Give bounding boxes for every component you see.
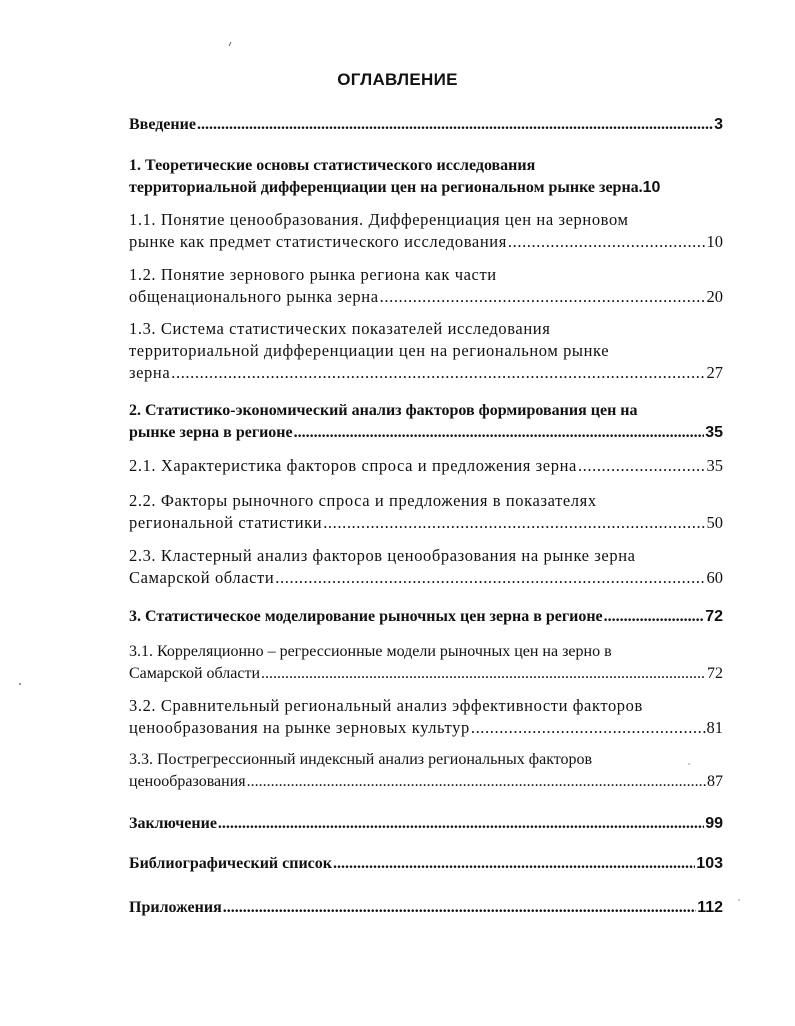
toc-entry-text: Введение: [129, 116, 196, 133]
dot-leader: [294, 422, 705, 444]
toc-entry-line: 2. Статистико-экономический анализ факторов формирования цен на: [129, 402, 638, 419]
toc-entry-line: рынке зерна в регионе: [129, 424, 293, 441]
toc-entry-line: Самарской области: [129, 568, 275, 587]
toc-entry-line: 2.3. Кластерный анализ факторов ценообразования на рынке зерна: [129, 546, 636, 565]
toc-page-number: 50: [706, 513, 723, 532]
dot-leader: [197, 114, 713, 136]
toc-entry-text: Библиографический список: [129, 855, 332, 872]
toc-page-number: 103: [696, 855, 723, 872]
toc-entry-line: 3.3. Пострегрессионный индексный анализ региональных факторов: [129, 751, 593, 768]
toc-page-number: 81: [706, 718, 723, 737]
toc-page-number: 87: [707, 773, 723, 790]
toc-entry-line: 3. Статистическое моделирование рыночных цен зерна в регионе: [129, 608, 603, 625]
toc-page-number: 72: [707, 665, 723, 682]
toc-entry-section-3-3: [129, 749, 723, 793]
toc-page-number: 35: [705, 424, 723, 441]
toc-page-number: 10: [706, 232, 723, 251]
toc-entry-section-1-3: [129, 318, 723, 384]
toc-page-number: 99: [705, 815, 723, 832]
toc-entry-line: ценообразования: [129, 773, 246, 790]
toc-entry-line: региональной статистики: [129, 513, 323, 532]
toc-entry-section-3-2: [129, 695, 723, 739]
toc-page-number: 20: [706, 287, 723, 306]
page-title: ОГЛАВЛЕНИЕ: [337, 70, 458, 89]
toc-page-number: 3: [714, 116, 723, 133]
toc-entry-introduction: [129, 114, 723, 136]
toc-entry-line: 3.2. Сравнительный региональный анализ эффективности факторов: [129, 696, 643, 715]
toc-entry-text: Приложения: [129, 899, 222, 916]
toc-entry-section-3-1: [129, 641, 723, 685]
dot-leader: [261, 663, 706, 685]
toc-entry-line: ценообразования на рынке зерновых культур: [129, 718, 470, 737]
toc-entry-line: 1.3. Система статистических показателей исследования: [129, 319, 551, 338]
toc-entry-chapter-3: [129, 606, 723, 628]
dot-leader: [223, 897, 696, 919]
toc-entry-appendix: [129, 897, 723, 919]
dot-leader: [333, 853, 695, 875]
dot-leader: [171, 362, 705, 384]
toc-page-number: 60: [706, 568, 723, 587]
toc-entry-section-2-3: [129, 545, 723, 589]
toc-entry-line: 2.2. Факторы рыночного спроса и предложения в показателях: [129, 491, 597, 510]
scan-speck: [19, 683, 21, 685]
toc-entry-line: 3.1. Корреляционно – регрессионные модели рыночных цен на зерно в: [129, 643, 612, 660]
toc-entry-line: рынке как предмет статистического исследования: [129, 232, 507, 251]
toc-entry-line: 1. Теоретические основы статистического исследования: [129, 157, 536, 174]
toc-entry-text: Заключение: [129, 815, 217, 832]
toc-entry-section-1-2: [129, 264, 723, 308]
dot-leader: [380, 286, 706, 308]
dot-leader: [247, 771, 706, 793]
toc-entry-line: 1.2. Понятие зернового рынка региона как части: [129, 265, 497, 284]
dot-leader: [471, 717, 706, 739]
toc-entry-line: территориальной дифференциации цен на региональном рынке: [129, 341, 610, 360]
toc-entry-line: территориальной дифференциации цен на региональном рынке зерна.: [129, 179, 643, 196]
scan-speck: [738, 899, 740, 901]
toc-entry-section-2-2: [129, 490, 723, 534]
toc-entry-line: зерна: [129, 363, 171, 382]
toc-page-number: 10: [642, 179, 661, 196]
dot-leader: [508, 231, 706, 253]
toc-entry-chapter-1: [129, 155, 723, 199]
toc-page-number: 35: [706, 456, 723, 475]
toc-entry-section-2-1: [129, 455, 723, 477]
dot-leader: [275, 567, 705, 589]
toc-entry-line: Самарской области: [129, 665, 260, 682]
toc-page-number: 72: [705, 608, 723, 625]
dot-leader: [578, 455, 706, 477]
toc-entry-chapter-2: [129, 400, 723, 444]
toc-entry-line: 2.1. Характеристика факторов спроса и предложения зерна: [129, 456, 577, 475]
toc-entry-line: 1.1. Понятие ценообразования. Дифференциация цен на зерновом: [129, 210, 629, 229]
dot-leader: [323, 512, 705, 534]
scan-speck: [229, 42, 231, 46]
toc-entry-line: общенационального рынка зерна: [129, 287, 379, 306]
toc-entry-conclusion: [129, 813, 723, 835]
toc-entry-bibliography: [129, 853, 723, 875]
toc-entry-section-1-1: [129, 209, 723, 253]
dot-leader: [218, 813, 704, 835]
toc-page-number: 27: [706, 363, 723, 382]
toc-page-number: 112: [697, 899, 723, 916]
dot-leader: [604, 606, 705, 628]
